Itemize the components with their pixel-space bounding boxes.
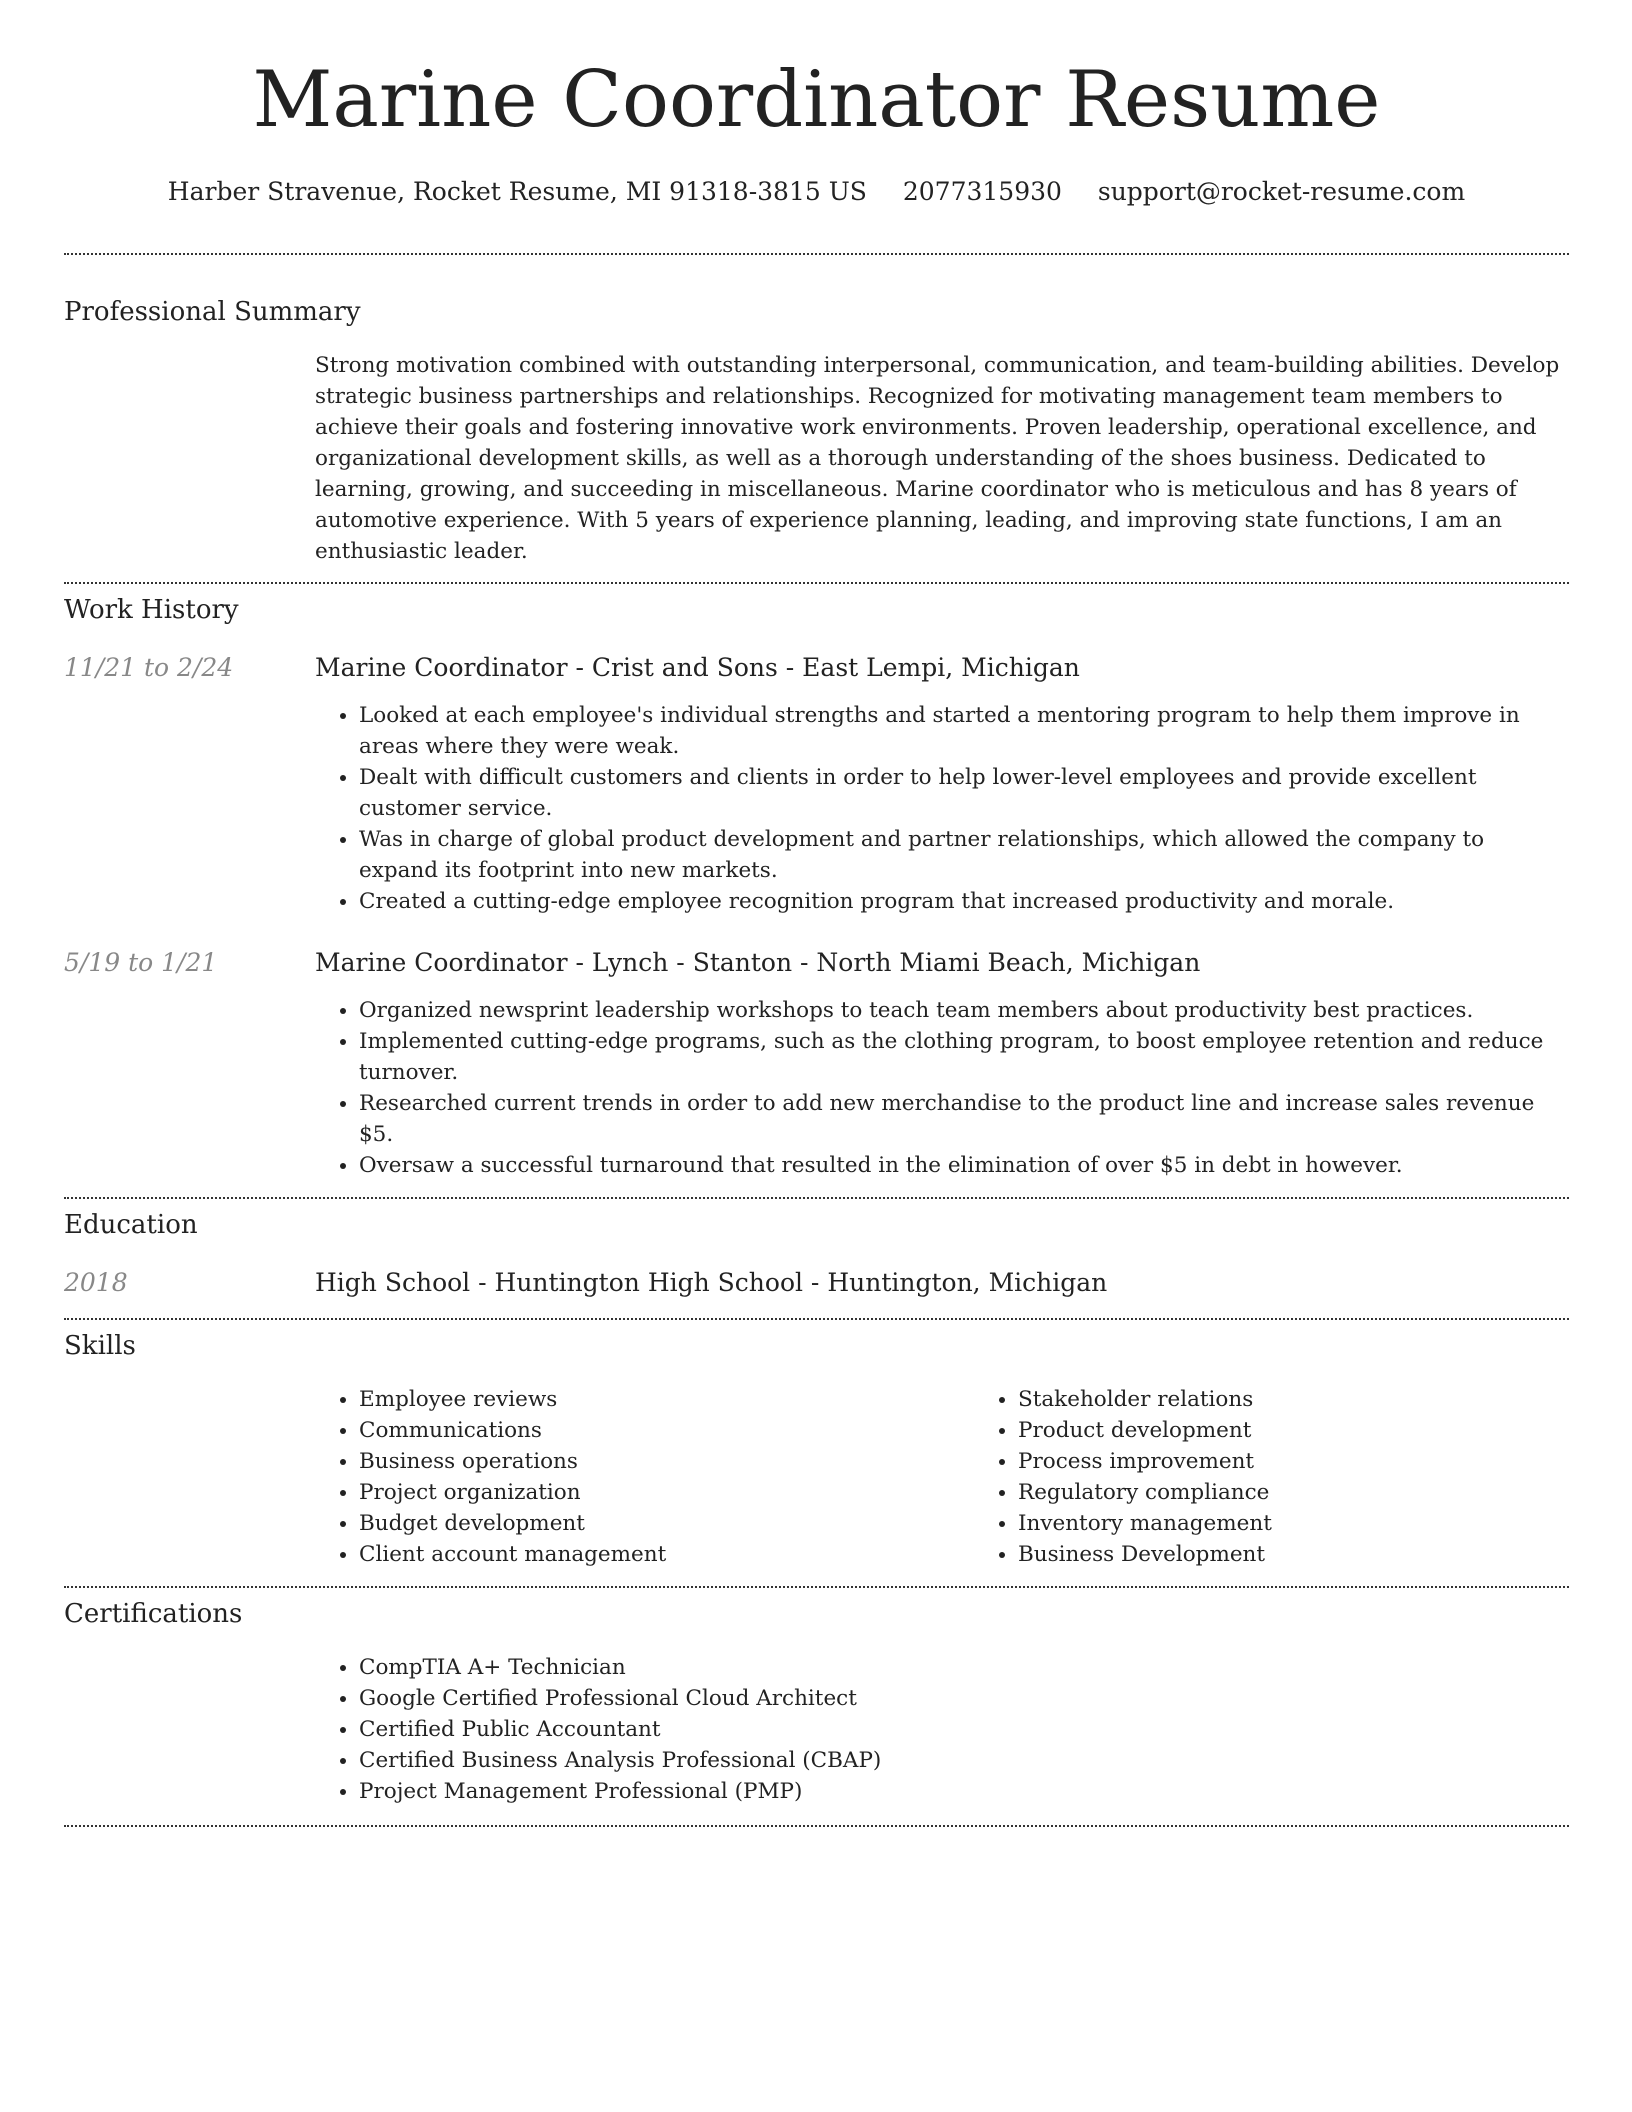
contact-address: Harber Stravenue, Rocket Resume, MI 91318-3815 US xyxy=(167,177,867,206)
divider xyxy=(64,1586,1569,1588)
certifications-row xyxy=(64,1652,1569,1807)
list-item: • Process improvement xyxy=(1018,1446,1632,1477)
list-item: • Project Management Professional (PMP) xyxy=(359,1776,1569,1807)
list-item: • Certified Business Analysis Professional (CBAP) xyxy=(359,1745,1569,1776)
education-entry xyxy=(64,1267,1569,1299)
list-item: • Employee reviews xyxy=(359,1384,974,1415)
summary-text: Strong motivation combined with outstanding interpersonal, communication, and team-building abilities. Develop strategic business partnerships and relationships. Recognized for motivating management team members to achieve their goals and fostering innovative work environments. Proven leadership, operational excellence, and organizational development skills, as well as a thorough understanding of the shoes business. Dedicated to learning, growing, and succeeding in miscellaneous. Marine coordinator who is meticulous and has 8 years of automotive experience. With 5 years of experience planning, leading, and improving state functions, I am an enthusiastic leader. xyxy=(315,353,1560,564)
list-item: • Was in charge of global product development and partner relationships, which allowed the company to expand its footprint into new markets. xyxy=(359,824,1569,886)
section-title-work: Work History xyxy=(64,595,239,625)
list-item: • Budget development xyxy=(359,1508,974,1539)
list-item: • Google Certified Professional Cloud Architect xyxy=(359,1683,1569,1714)
divider xyxy=(64,582,1569,584)
list-item: • Stakeholder relations xyxy=(1018,1384,1632,1415)
contact-line xyxy=(64,176,1569,208)
section-title-education: Education xyxy=(64,1210,198,1240)
list-item: • Implemented cutting-edge programs, such as the clothing program, to boost employee retention and reduce turnover. xyxy=(359,1026,1569,1088)
job-title: Marine Coordinator - Crist and Sons - East Lempi, Michigan xyxy=(315,653,1080,682)
certifications-list xyxy=(315,1652,1569,1807)
list-item: • Inventory management xyxy=(1018,1508,1632,1539)
list-item: • Regulatory compliance xyxy=(1018,1477,1632,1508)
list-item: • Organized newsprint leadership workshops to teach team members about productivity best practices. xyxy=(359,995,1569,1026)
divider xyxy=(64,253,1569,255)
divider xyxy=(64,1825,1569,1827)
job-entry xyxy=(64,652,1569,917)
list-item: • Dealt with difficult customers and clients in order to help lower-level employees and provide excellent customer service. xyxy=(359,762,1569,824)
skills-row xyxy=(64,1384,1569,1570)
education-year: 2018 xyxy=(64,1268,128,1297)
skills-list-right xyxy=(974,1384,1632,1570)
resume-page xyxy=(64,0,1569,1827)
list-item: • Communications xyxy=(359,1415,974,1446)
list-item: • Project organization xyxy=(359,1477,974,1508)
list-item: • Researched current trends in order to add new merchandise to the product line and increase sales revenue $5. xyxy=(359,1088,1569,1150)
job-title: Marine Coordinator - Lynch - Stanton - North Miami Beach, Michigan xyxy=(315,948,1201,977)
list-item: • Created a cutting-edge employee recognition program that increased productivity and morale. xyxy=(359,886,1569,917)
list-item: • Certified Public Accountant xyxy=(359,1714,1569,1745)
contact-phone: 2077315930 xyxy=(902,177,1062,206)
contact-email: support@rocket-resume.com xyxy=(1097,177,1466,206)
section-title-summary: Professional Summary xyxy=(64,297,361,327)
job-bullets xyxy=(315,995,1569,1181)
job-bullets xyxy=(315,700,1569,917)
resume-title: Marine Coordinator Resume xyxy=(252,55,1381,145)
education-title: High School - Huntington High School - Huntington, Michigan xyxy=(315,1268,1108,1297)
divider xyxy=(64,1318,1569,1320)
divider xyxy=(64,1197,1569,1199)
job-dates: 11/21 to 2/24 xyxy=(64,653,234,682)
summary-row xyxy=(64,350,1569,567)
job-dates: 5/19 to 1/21 xyxy=(64,948,218,977)
list-item: • Product development xyxy=(1018,1415,1632,1446)
section-title-skills: Skills xyxy=(64,1331,136,1361)
skills-list-left xyxy=(315,1384,974,1570)
job-entry xyxy=(64,947,1569,1181)
list-item: • Business Development xyxy=(1018,1539,1632,1570)
list-item: • Oversaw a successful turnaround that resulted in the elimination of over $5 in debt in however. xyxy=(359,1150,1569,1181)
list-item: • Client account management xyxy=(359,1539,974,1570)
list-item: • Business operations xyxy=(359,1446,974,1477)
list-item: • Looked at each employee's individual strengths and started a mentoring program to help them improve in areas where they were weak. xyxy=(359,700,1569,762)
skills-grid xyxy=(315,1384,1632,1570)
section-title-certifications: Certifications xyxy=(64,1599,243,1629)
list-item: • CompTIA A+ Technician xyxy=(359,1652,1569,1683)
